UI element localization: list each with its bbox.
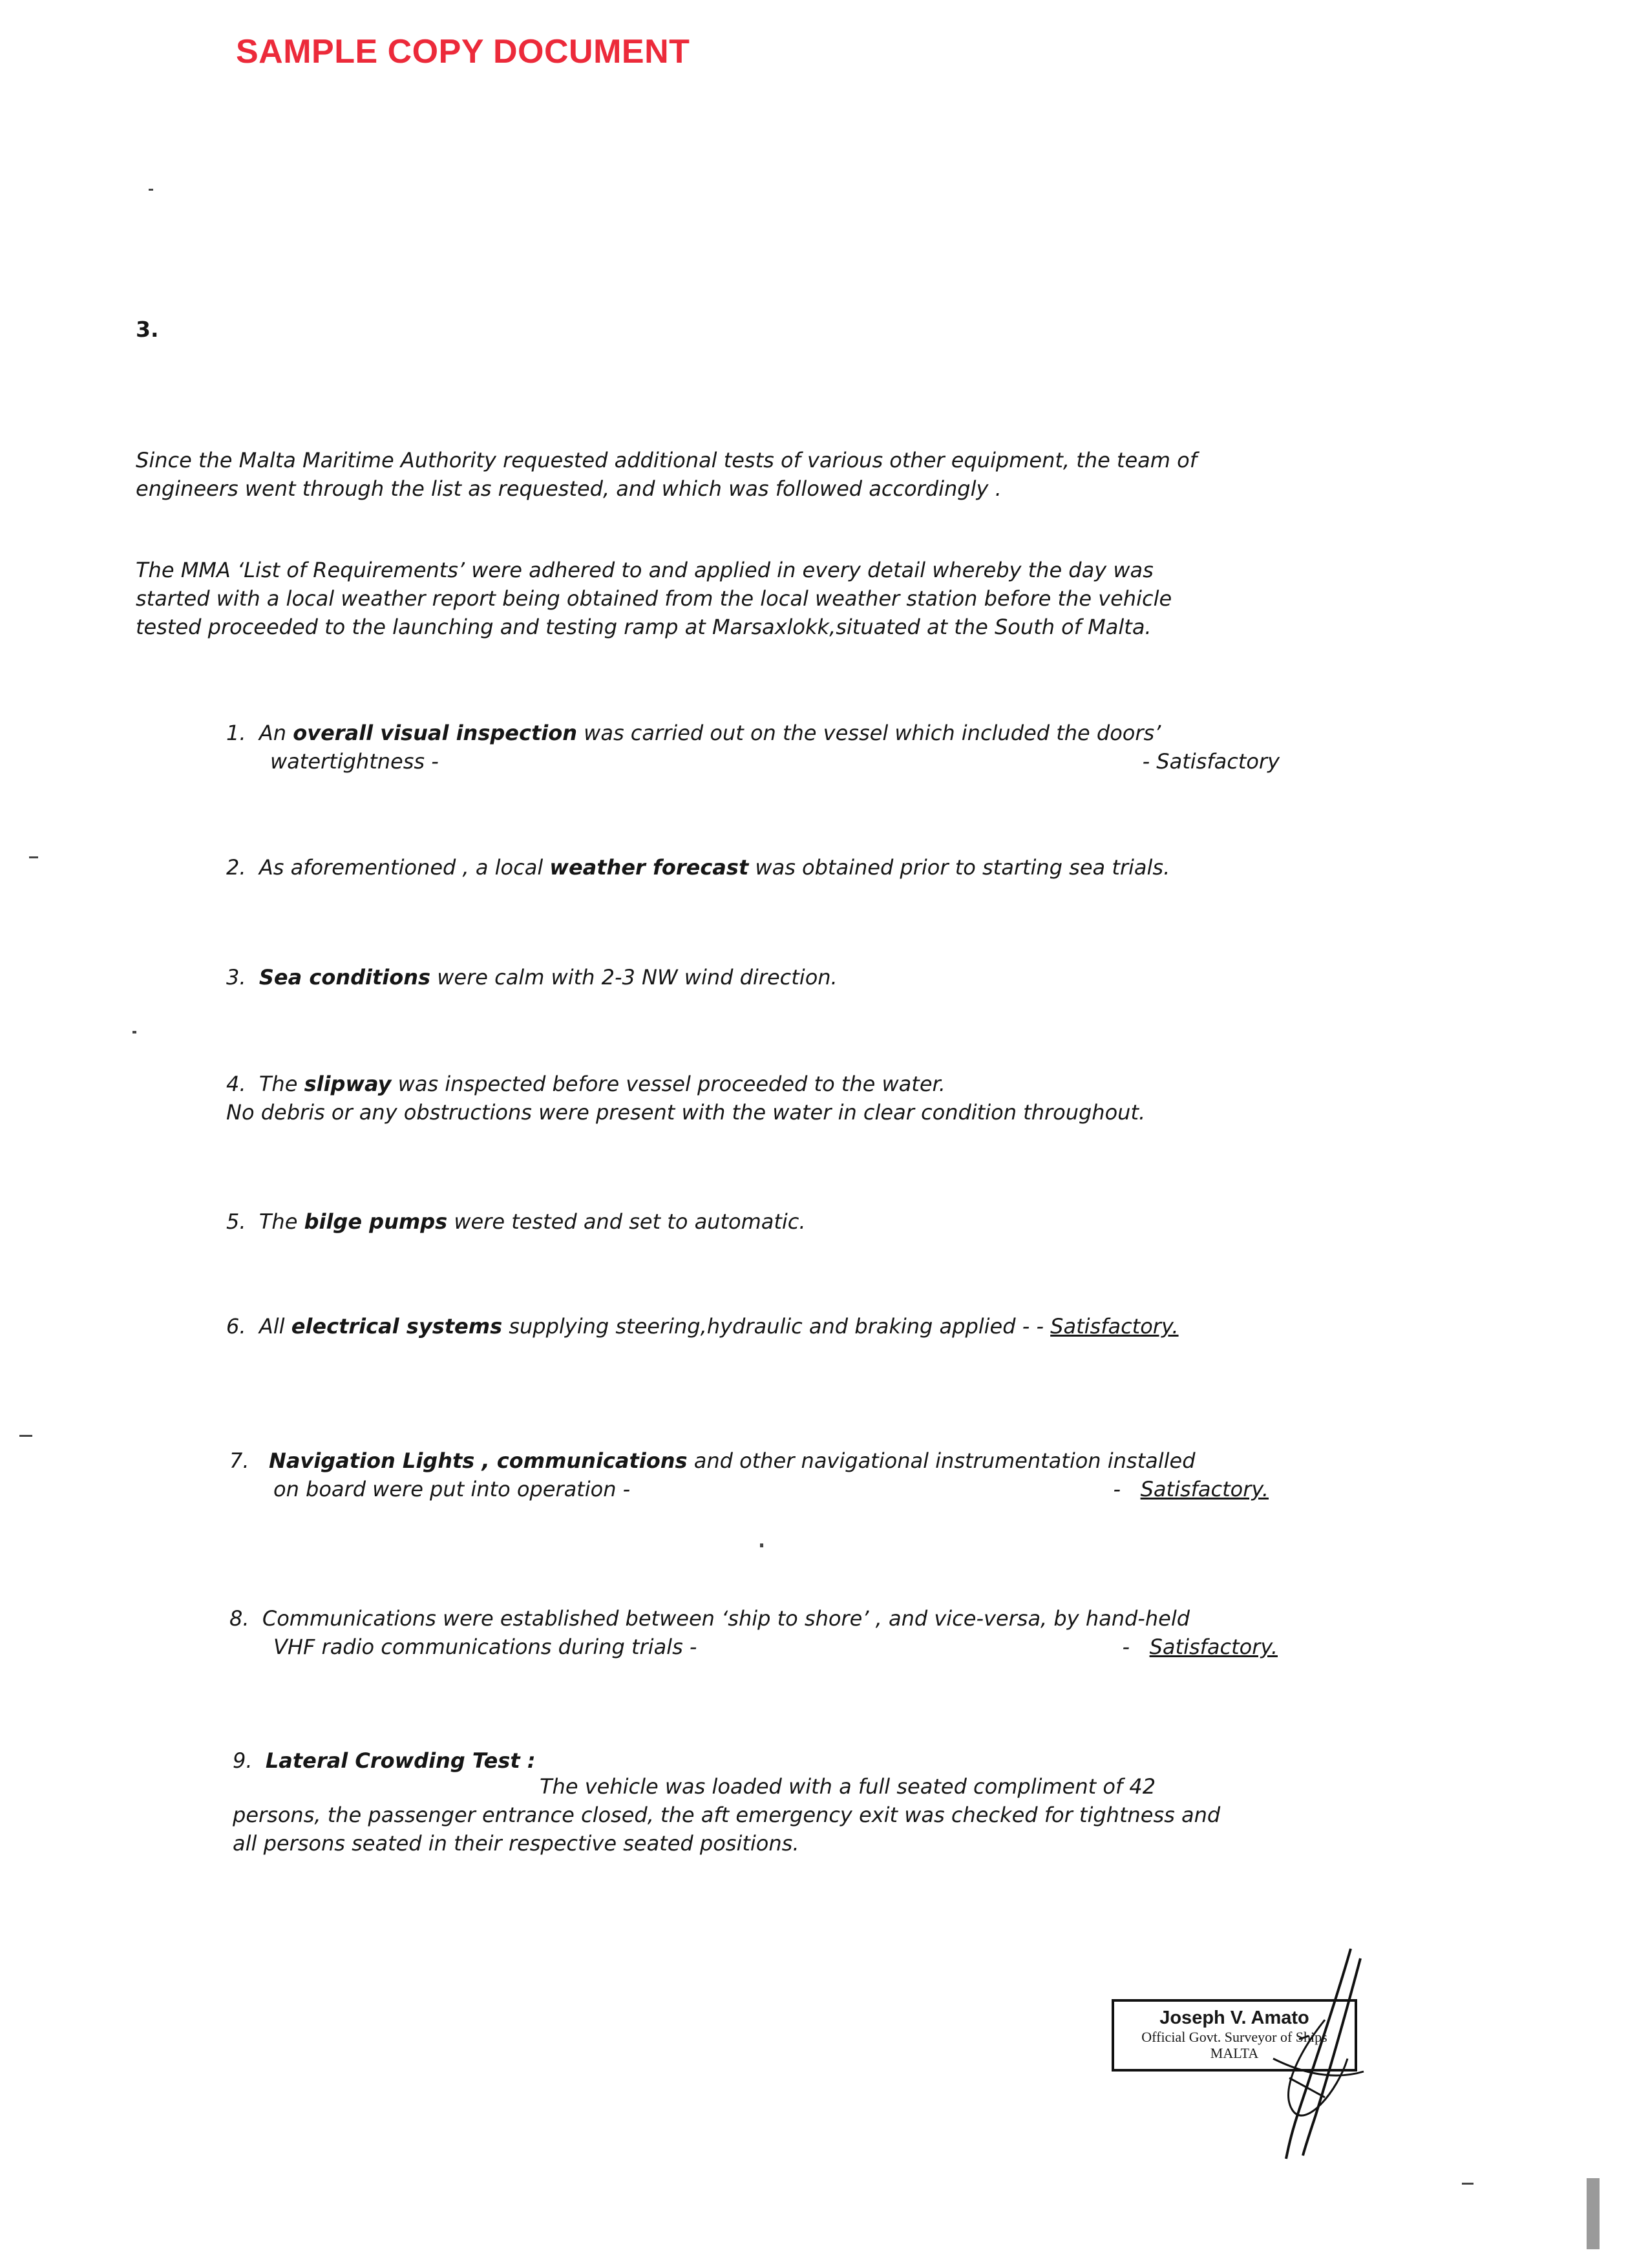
intro-paragraph-1 [136, 446, 1197, 503]
item-line-3: persons, the passenger entrance closed, the aft emergency exit was checked for tightness and [233, 1803, 1221, 1827]
item-keyword: weather forecast [549, 855, 749, 880]
stamp-place: MALTA [1210, 2045, 1259, 2061]
page-number: 3. [136, 317, 159, 342]
item-line-2: The vehicle was loaded with a full seated compliment of 42 [540, 1774, 1156, 1799]
item-line-2: No debris or any obstructions were present with the water in clear condition throughout. [226, 1100, 1146, 1125]
intro-paragraph-2 [136, 556, 1172, 641]
intro-p2-line-3: tested proceeded to the launching and testing ramp at Marsaxlokk,situated at the South of Malta. [136, 615, 1152, 639]
scan-edge-shadow [1587, 2178, 1600, 2249]
intro-p1-line-2: engineers went through the list as requested, and which was followed accordingly . [136, 476, 1002, 501]
scan-speck [149, 189, 153, 191]
stamp-title: Official Govt. Surveyor of Ships [1141, 2029, 1327, 2045]
intro-p2-line-1: The MMA ‘List of Requirements’ were adhered to and applied in every detail whereby the day was [136, 558, 1154, 582]
list-item-8 [229, 1604, 1283, 1661]
list-item-2 [226, 853, 1170, 882]
item-keyword: Lateral Crowding Test : [265, 1748, 536, 1773]
item-text: was inspected before vessel proceeded to the water. [391, 1072, 945, 1096]
item-number: 9. [233, 1748, 253, 1773]
status-dash: - [1113, 1477, 1121, 1501]
status-satisfactory: Satisfactory. [1140, 1477, 1269, 1501]
item-text: were tested and set to automatic. [447, 1209, 806, 1234]
scan-speck [29, 856, 38, 858]
handwritten-signature [1260, 1942, 1370, 2162]
item-number: 5. [226, 1209, 246, 1234]
intro-p1-line-1: Since the Malta Maritime Authority requested additional tests of various other equipment, the team of [136, 448, 1197, 472]
item-text: and other navigational instrumentation installed [687, 1448, 1196, 1473]
item-number: 1. [226, 721, 246, 745]
stamp-name: Joseph V. Amato [1159, 2008, 1309, 2028]
list-item-4 [226, 1070, 1145, 1127]
item-text: was obtained prior to starting sea trials. [748, 855, 1170, 880]
item-text: An [259, 721, 293, 745]
item-keyword: overall visual inspection [293, 721, 577, 745]
list-item-5 [226, 1207, 806, 1236]
item-number: 2. [226, 855, 246, 880]
item-line-2: VHF radio communications during trials - [273, 1635, 697, 1659]
status-satisfactory-group [1123, 1633, 1278, 1661]
item-number: 6. [226, 1314, 246, 1339]
item-number: 8. [229, 1606, 249, 1631]
list-item-1 [226, 719, 1280, 776]
list-item-6 [226, 1312, 1179, 1341]
list-item-9 [233, 1746, 1305, 1858]
item-keyword: Navigation Lights , communications [269, 1448, 688, 1473]
item-line-2: watertightness - [270, 749, 439, 774]
item-line-4: all persons seated in their respective seated positions. [233, 1831, 799, 1856]
item-text: The [259, 1072, 304, 1096]
item-text: were calm with 2-3 NW wind direction. [430, 965, 838, 990]
item-keyword: bilge pumps [304, 1209, 448, 1234]
status-dash: - [1122, 1635, 1130, 1659]
item-line-2: on board were put into operation - [273, 1477, 631, 1501]
scan-speck [132, 1031, 136, 1033]
status-satisfactory: Satisfactory. [1050, 1314, 1179, 1339]
intro-p2-line-2: started with a local weather report being obtained from the local weather station before the vehicle [136, 586, 1172, 611]
item-keyword: electrical systems [291, 1314, 503, 1339]
sample-copy-watermark: SAMPLE COPY DOCUMENT [236, 33, 690, 70]
scan-speck [760, 1543, 763, 1547]
item-text: All [259, 1314, 291, 1339]
scan-speck [1462, 2183, 1474, 2185]
list-item-3 [226, 963, 838, 991]
item-number: 7. [229, 1448, 249, 1473]
item-keyword: Sea conditions [259, 965, 431, 990]
scan-speck [19, 1435, 32, 1437]
status-satisfactory-group [1114, 1475, 1269, 1503]
status-satisfactory: Satisfactory. [1149, 1635, 1278, 1659]
item-text: The [259, 1209, 304, 1234]
status-satisfactory: - Satisfactory [1142, 749, 1280, 774]
item-text: Communications were established between ‘ship to shore’ , and vice-versa, by hand-held [262, 1606, 1190, 1631]
item-keyword: slipway [304, 1072, 392, 1096]
list-item-7 [229, 1447, 1283, 1503]
item-text: supplying steering,hydraulic and braking applied - - [502, 1314, 1051, 1339]
item-number: 4. [226, 1072, 246, 1096]
item-number: 3. [226, 965, 246, 990]
item-text: was carried out on the vessel which included the doors’ [576, 721, 1161, 745]
item-text: As aforementioned , a local [259, 855, 550, 880]
